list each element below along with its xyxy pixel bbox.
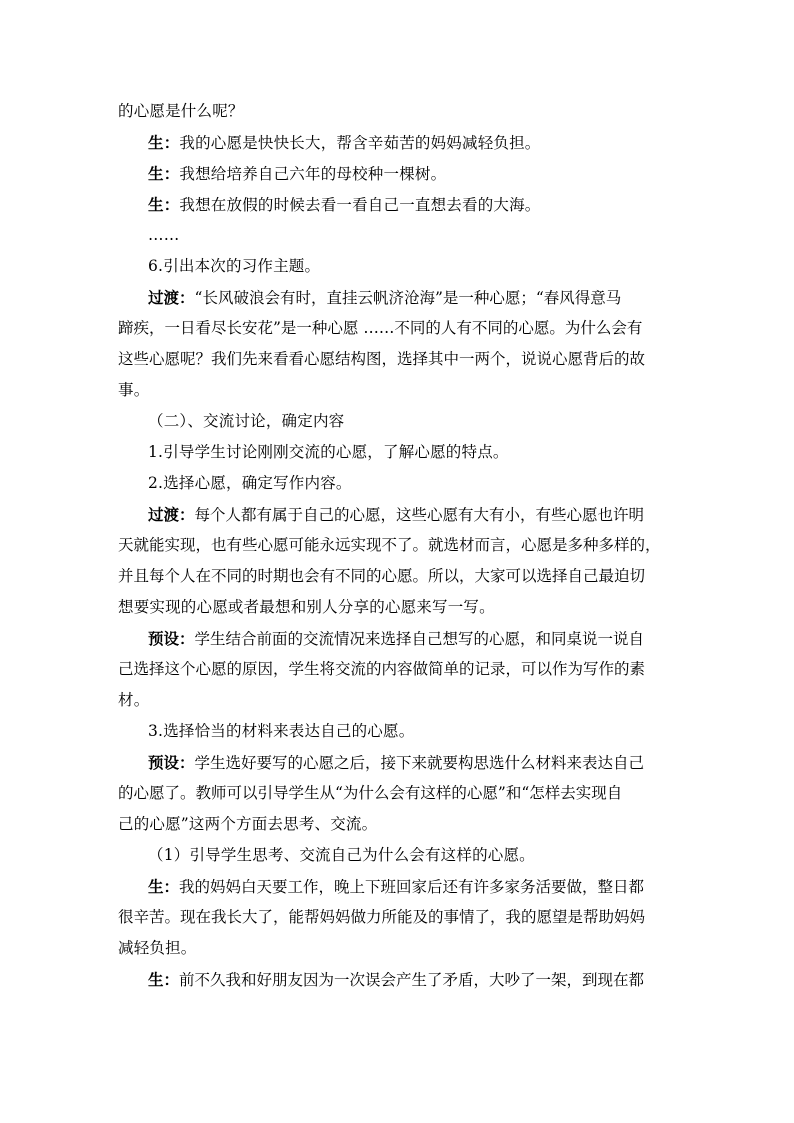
text-line [118, 251, 678, 282]
line-text: 想要实现的心愿或者最想和别人分享的心愿来写一写。 [118, 598, 495, 616]
line-text: 的心愿了。教师可以引导学生从“为什么会有这样的心愿”和“怎样去实现自 [118, 784, 623, 802]
text-line [118, 716, 678, 747]
line-text: 1.引导学生讨论刚刚交流的心愿，了解心愿的特点。 [148, 443, 509, 461]
speaker-label: 过渡： [148, 288, 195, 307]
text-line [118, 282, 678, 313]
line-text: 天就能实现，也有些心愿可能永远实现不了。就选材而言，心愿是多种多样的， [118, 536, 661, 554]
text-line [118, 96, 678, 127]
line-text: “长风破浪会有时，直挂云帆济沧海”是一种心愿；“春风得意马 [194, 289, 622, 307]
line-text: …… [148, 226, 180, 244]
text-line [118, 344, 678, 375]
line-text: 己选择这个心愿的原因，学生将交流的内容做简单的记录，可以作为写作的素 [118, 660, 646, 678]
text-line [118, 623, 678, 654]
text-line [118, 406, 678, 437]
line-text: 己的心愿”这两个方面去思考、交流。 [118, 815, 378, 833]
line-text: 的心愿是什么呢？ [118, 102, 244, 120]
text-line [118, 747, 678, 778]
text-line [118, 127, 678, 158]
text-line [118, 437, 678, 468]
line-text: 材。 [118, 691, 150, 709]
line-text: 我的妈妈白天要工作，晚上下班回家后还有许多家务活要做，整日都 [179, 878, 645, 896]
text-line [118, 933, 678, 964]
text-line [118, 468, 678, 499]
text-line [118, 530, 678, 561]
line-text: （1）引导学生思考、交流自己为什么会有这样的心愿。 [148, 846, 535, 864]
speaker-label: 生： [148, 877, 180, 896]
speaker-label: 生： [148, 133, 180, 152]
text-line [118, 654, 678, 685]
line-text: （二）、交流讨论，确定内容 [148, 412, 345, 430]
line-text: 很辛苦。现在我长大了，能帮妈妈做力所能及的事情了，我的愿望是帮助妈妈 [118, 908, 646, 926]
line-text: 学生结合前面的交流情况来选择自己想写的心愿，和同桌说一说自 [194, 630, 645, 648]
line-text: 并且每个人在不同的时期也会有不同的心愿。所以，大家可以选择自己最迫切 [118, 567, 646, 585]
text-line [118, 902, 678, 933]
text-line [118, 189, 678, 220]
line-text: 蹄疾，一日看尽长安花”是一种心愿 ……不同的人有不同的心愿。为什么会有 [118, 319, 643, 337]
line-text: 前不久我和好朋友因为一次误会产生了矛盾，大吵了一架，到现在都 [179, 971, 645, 989]
document-body [118, 96, 678, 995]
text-line [118, 685, 678, 716]
text-line [118, 778, 678, 809]
line-text: 6.引出本次的习作主题。 [148, 257, 321, 275]
line-text: 每个人都有属于自己的心愿，这些心愿有大有小，有些心愿也许明 [194, 506, 645, 524]
text-line [118, 375, 678, 406]
text-line [118, 220, 678, 251]
speaker-label: 生： [148, 164, 180, 183]
line-text: 减轻负担。 [118, 939, 197, 957]
line-text: 3.选择恰当的材料来表达自己的心愿。 [148, 722, 415, 740]
line-text: 我想在放假的时候去看一看自己一直想去看的大海。 [179, 196, 541, 214]
line-text: 我想给培养自己六年的母校种一棵树。 [179, 165, 447, 183]
text-line [118, 499, 678, 530]
text-line [118, 592, 678, 623]
text-line [118, 840, 678, 871]
text-line [118, 809, 678, 840]
text-line [118, 561, 678, 592]
speaker-label: 生： [148, 970, 180, 989]
line-text: 这些心愿呢？我们先来看看心愿结构图，选择其中一两个，说说心愿背后的故 [118, 350, 646, 368]
speaker-label: 预设： [148, 753, 195, 772]
text-line [118, 871, 678, 902]
text-line [118, 964, 678, 995]
speaker-label: 过渡： [148, 505, 195, 524]
speaker-label: 生： [148, 195, 180, 214]
line-text: 学生选好要写的心愿之后，接下来就要构思选什么材料来表达自己 [194, 754, 645, 772]
text-line [118, 313, 678, 344]
line-text: 2.选择心愿，确定写作内容。 [148, 474, 352, 492]
line-text: 我的心愿是快快长大，帮含辛茹苦的妈妈减轻负担。 [179, 134, 541, 152]
line-text: 事。 [118, 381, 150, 399]
speaker-label: 预设： [148, 629, 195, 648]
text-line [118, 158, 678, 189]
